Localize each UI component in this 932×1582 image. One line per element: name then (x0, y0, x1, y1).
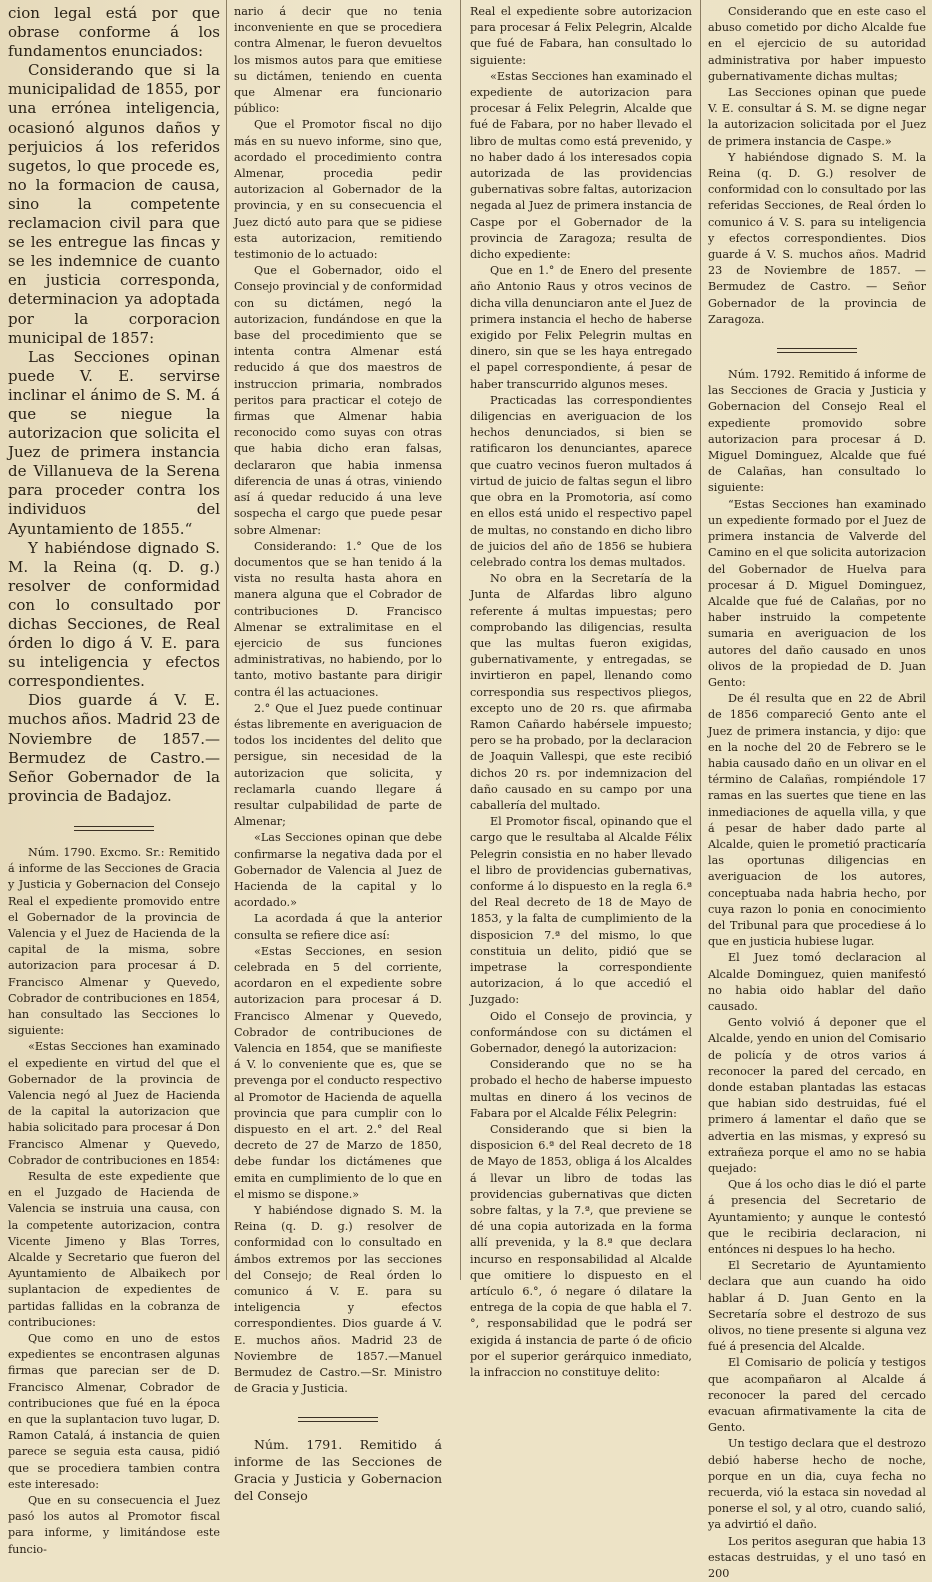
column-divider (700, 0, 701, 1280)
paragraph: Núm. 1791. Remitido á informe de las Secciones de Gracia y Justicia y Gobernacion del Consejo (234, 1437, 442, 1504)
paragraph: nario á decir que no tenia inconveniente en que se procediera contra Almenar, le fueron devueltos los mismos autos para que emitiese su dictámen, teniendo en cuenta que Almenar era funcionario público: (234, 5, 442, 116)
paragraph: El Secretario de Ayuntamiento declara que aun cuando ha oido hablar á D. Juan Gento en la Secretaría sobre el destrozo de sus olivos, no tiene presente si alguna vez fué á presencia del Alcalde. (708, 1259, 926, 1354)
paragraph: Real el expediente sobre autorizacion para procesar á Felix Pelegrin, Alcalde que fué de Fabara, han consultado lo siguiente: (470, 5, 692, 67)
paragraph: Y habiéndose dignado S. M. la Reina (q. D. g.) resolver de conformidad con lo consultado en ámbos extremos por las secciones del Consejo; de Real órden lo comunico á V. E. para su inteligencia y efectos correspondientes. Dios guarde á V. E. muchos años. Madrid 23 de Noviembre de 1857.—Manuel Bermudez de Castro.—Sr. Ministro de Gracia y Justicia. (234, 1204, 442, 1396)
paragraph: Las Secciones opinan puede V. E. servirse inclinar el ánimo de S. M. á que se niegue la autorizacion que solicita el Juez de primera instancia de Villanueva de la Serena para proceder contra los individuos del Ayuntamiento de 1855.“ (8, 347, 220, 538)
paragraph: Considerando: 1.° Que de los documentos que se han tenido á la vista no resulta hasta ahora en manera alguna que el Cobrador de contribuciones D. Francisco Almenar se extralimitase en el ejercicio de sus funciones administrativas, no habiendo, por lo tanto, motivo bastante para dirigir contra él las actuaciones. (234, 539, 442, 699)
paragraph: Considerando que si bien la disposicion 6.ª del Real decreto de 18 de Mayo de 1853, obliga á los Alcaldes á llevar un libro de todas las providencias gubernativas que dicten sobre faltas, y la 7.ª, que previene se dé una copia autorizada en la forma allí prevenida, y la 8.ª que declara incurso en responsabilidad al Alcalde que omitiere lo dispuesto en el artículo 6.°, ó negare ó dilatare la entrega de la copia de que habla el 7.°, responsabilidad que le podrá ser exigida á instancia de parte ó de oficio por el superior gerárquico inmediato, la infraccion no constituye delito: (470, 1123, 692, 1380)
paragraph: El Comisario de policía y testigos que acompañaron al Alcalde á reconocer la pared del cercado evacuan afirmativamente la cita de Gento. (708, 1356, 926, 1435)
column-divider (226, 0, 227, 1280)
paragraph: “Estas Secciones han examinado un expediente formado por el Juez de primera instancia de Valverde del Camino en el que solicita autorizacion del Gobernador de Huelva para procesar á D. Miguel Dominguez, Alcalde que fué de Calañas, por no haber instruido la competente sumaria en averiguacion de los autores del daño causado en unos olivos de la propiedad de D. Juan Gento: (708, 497, 926, 689)
paragraph: «Estas Secciones, en sesion celebrada en 5 del corriente, acordaron en el expediente sobre autorizacion para procesar á D. Francisco Almenar y Quevedo, Cobrador de contribuciones de Valencia en 1854, que se manifieste á V. lo conveniente que es, que se prevenga por el conducto respectivo al Promotor de Hacienda de aquella provincia que para cumplir con lo dispuesto en el art. 2.° del Real decreto de 27 de Marzo de 1850, debe fundar los dictámenes que emita en cumplimiento de lo que en el mismo se dispone.» (234, 944, 442, 1201)
column-divider (460, 0, 461, 1280)
column-4 (708, 4, 927, 1581)
paragraph: La acordada á que la anterior consulta se refiere dice así: (234, 912, 442, 942)
section-rule (74, 826, 154, 831)
paragraph: Y habiéndose dignado S. M. la Reina (q. D. G.) resolver de conformidad con lo consultado por las referidas Secciones, de Real órden lo comunico á V. S. para su inteligencia y efectos correspondientes. Dios guarde á V. S. muchos años. Madrid 23 de Noviembre de 1857. —Bermudez de Castro. — Señor Gobernador de la provincia de Zaragoza. (708, 150, 926, 326)
paragraph: Que el Promotor fiscal no dijo más en su nuevo informe, sino que, acordado el procedimiento contra Almenar, procedia pedir autorizacion al Gobernador de la provincia, y en su consecuencia el Juez dictó auto para que se pidiese esta autorizacion, remitiendo testimonio de lo actuado: (234, 118, 442, 262)
section-rule (777, 348, 857, 353)
paragraph: Considerando que si la municipalidad de 1855, por una errónea inteligencia, ocasionó algunos daños y perjuicios á los referidos sugetos, lo que procede es, no la formacion de causa, sino la competente reclamacion civil para que se les entregue las fincas y se les indemnice de cuanto en justicia corresponda, determinacion ya adoptada por la corporacion municipal de 1857: (8, 61, 220, 347)
column-2 (234, 4, 442, 1504)
paragraph: Núm. 1790. Excmo. Sr.: Remitido á informe de las Secciones de Gracia y Justicia y Gobernacion del Consejo Real el expediente promovido entre el Gobernador de la provincia de Valencia y el Juez de Hacienda de la capital de la misma, sobre autorizacion para procesar á D. Francisco Almenar y Quevedo, Cobrador de contribuciones en 1854, han consultado las Secciones lo siguiente: (8, 845, 220, 1038)
paragraph: Resulta de este expediente que en el Juzgado de Hacienda de Valencia se instruia una causa, con la competente autorizacion, contra Vicente Jimeno y Blas Torres, Alcalde y Secretario que fueron del Ayuntamiento de Albaikech por suplantacion de expedientes de partidas fallidas en la cobranza de contribuciones: (8, 1170, 220, 1329)
paragraph: Que en 1.° de Enero del presente año Antonio Raus y otros vecinos de dicha villa denunciaron ante el Juez de primera instancia el hecho de haberse exigido por Felix Pelegrin multas en dinero, sin que se les haya entregado el papel correspondiente, á pesar de haber transcurrido algunos meses. (470, 264, 692, 391)
section-rule (298, 1417, 378, 1422)
paragraph: Considerando que no se ha probado el hecho de haberse impuesto multas en dinero á los vecinos de Fabara por el Alcalde Félix Pelegrin: (470, 1058, 692, 1120)
paragraph: No obra en la Secretaría de la Junta de Alfardas libro alguno referente á multas impuestas; pero comprobando las diligencias, resulta que las multas fueron exigidas, gubernativamente, y entregadas, se invirtieron en papel, llenando como correspondia sus respectivos pliegos, excepto uno de 20 rs. que afirmaba Ramon Cañardo habérsele impuesto; pero se ha probado, por la declaracion de Joaquin Vallespi, que este recibió dichos 20 rs. por indemnizacion del daño causado en su campo por una caballería del multado. (470, 572, 692, 812)
column-3 (470, 4, 692, 1380)
paragraph: «Estas Secciones han examinado el expediente en virtud del que el Gobernador de la provincia de Valencia negó al Juez de Hacienda de la capital la autorizacion que habia solicitado para procesar á Don Francisco Almenar y Quevedo, Cobrador de contribuciones en 1854: (8, 1040, 220, 1167)
paragraph: Gento volvió á deponer que el Alcalde, yendo en union del Comisario de policía y de otros varios á reconocer la pared del cercado, en donde estaban plantadas las estacas que habian sido destruidas, fué el primero á lamentar el daño que se advertia en las mismas, y expresó su extrañeza porque el amo no se habia quejado: (708, 1016, 927, 1176)
paragraph: Los peritos aseguran que habia 13 estacas destruidas, y el uno tasó en 200 (708, 1534, 926, 1581)
decree-1790 (8, 845, 220, 1558)
paragraph: Practicadas las correspondientes diligencias en averiguacion de los hechos denunciados, si bien se ratificaron los denunciantes, aparece que cuatro vecinos fueron multados á virtud de juicio de faltas segun el libro que obra en la Promotoria, así como en ellos está unido el respectivo papel de multas, no constando en dicho libro de juicios del año de 1856 se hubiera celebrado contra los demas multados. (470, 393, 692, 569)
paragraph: «Las Secciones opinan que debe confirmarse la negativa dada por el Gobernador de Valencia al Juez de Hacienda de la capital y lo acordado.» (234, 831, 442, 910)
paragraph: Que á los ocho dias le dió el parte á presencia del Secretario de Ayuntamiento; y aunque le contestó que le recibiria declaracion, ni entónces ni despues lo ha hecho. (708, 1178, 926, 1257)
paragraph: Núm. 1792. Remitido á informe de las Secciones de Gracia y Justicia y Gobernacion del Consejo Real el expediente promovido sobre autorizacion para procesar á D. Miguel Dominguez, Alcalde que fué de Calañas, han consultado lo siguiente: (708, 368, 926, 495)
paragraph: Que en su consecuencia el Juez pasó los autos al Promotor fiscal para informe, y limitándose este funcio- (8, 1494, 220, 1556)
paragraph: 2.° Que el Juez puede continuar éstas libremente en averiguacion de todos los incidentes del delito que persigue, sin necesidad de la autorizacion que solicita, y reclamarla cuando llegare á resultar culpabilidad de parte de Almenar; (234, 701, 442, 829)
paragraph: Considerando que en este caso el abuso cometido por dicho Alcalde fue en el ejercicio de su autoridad administrativa por haber impuesto gubernativamente dichas multas; (708, 5, 926, 83)
paragraph: Un testigo declara que el destrozo debió haberse hecho de noche, porque en un dia, cuya fecha no recuerda, vió la estaca sin novedad al ponerse el sol, y al otro, cuando salió, ya advirtió el daño. (708, 1437, 926, 1532)
column-1 (8, 4, 220, 1556)
paragraph: «Estas Secciones han examinado el expediente de autorizacion para procesar á Felix Pelegrin, Alcalde que fué de Fabara, por no haber llevado el libro de multas como está prevenido, y no haber dado á los interesados copia autorizada de las providencias gubernativas sobre faltas, autorizacion negada al Juez de primera instancia de Caspe por el Gobernador de la provincia de Zaragoza; resulta de dicho expediente: (470, 69, 692, 262)
paragraph: Dios guarde á V. E. muchos años. Madrid 23 de Noviembre de 1857.—Bermudez de Castro.—Señor Gobernador de la provincia de Badajoz. (8, 691, 220, 805)
paragraph: Y habiéndose dignado S. M. la Reina (q. D. g.) resolver de conformidad con lo consultado por dichas Secciones, de Real órden lo digo á V. E. para su inteligencia y efectos correspondientes. (8, 538, 220, 691)
paragraph: Que el Gobernador, oido el Consejo provincial y de conformidad con su dictámen, negó la autorizacion, fundándose en que la base del procedimiento que se intenta contra Almenar está reducido á que dos maestros de instruccion primaria, nombrados peritos para practicar el cotejo de firmas que Almenar habia reconocido como suyas con otras que habia dicho eran falsas, declararon que habia inmensa diferencia de unas á otras, viniendo así á quedar reducido á una leve sospecha el cargo que puede pesar sobre Almenar: (234, 264, 442, 537)
paragraph: Que como en uno de estos expedientes se encontrasen algunas firmas que parecian ser de D. Francisco Almenar, Cobrador de contribuciones que fué en la época en que la suplantacion tuvo lugar, D. Ramon Catalá, á instancia de quien parece se seguia esta causa, pidió que se procediera tambien contra este interesado: (8, 1332, 220, 1491)
paragraph: cion legal está por que obrase conforme á los fundamentos enunciados: (8, 4, 220, 61)
paragraph: Las Secciones opinan que puede V. E. consultar á S. M. se digne negar la autorizacion solicitada por el Juez de primera instancia de Caspe.» (708, 86, 926, 148)
paragraph: El Juez tomó declaracion al Alcalde Dominguez, quien manifestó no habia oido hablar del daño causado. (708, 951, 926, 1013)
paragraph: Oido el Consejo de provincia, y conformándose con su dictámen el Gobernador, denegó la autorizacion: (470, 1009, 692, 1055)
paragraph: El Promotor fiscal, opinando que el cargo que le resultaba al Alcalde Félix Pelegrin consistia en no haber llevado el libro de providencias gubernativas, conforme á lo dispuesto en la regla 6.ª del Real decreto de 18 de Mayo de 1853, y la falta de cumplimiento de la disposicion 7.ª del mismo, lo que constituia un delito, pidió que se impetrase la correspondiente autorizacion, á lo que accedió el Juzgado: (470, 815, 692, 1007)
paragraph: De él resulta que en 22 de Abril de 1856 compareció Gento ante el Juez de primera instancia, y dijo: que en la noche del 20 de Febrero se le habia causado daño en un olivar en el término de Calañas, rompiéndole 17 ramas en las suertes que tiene en las inmediaciones de aquella villa, y que á pesar de haber dado parte al Alcalde, quien le prometió practicaría las oportunas diligencias en averiguacion de los autores, conceptuaba nada habria hecho, por cuya razon lo ponia en conocimiento del Tribunal para que procediese á lo que en justicia hubiese lugar. (708, 692, 926, 949)
